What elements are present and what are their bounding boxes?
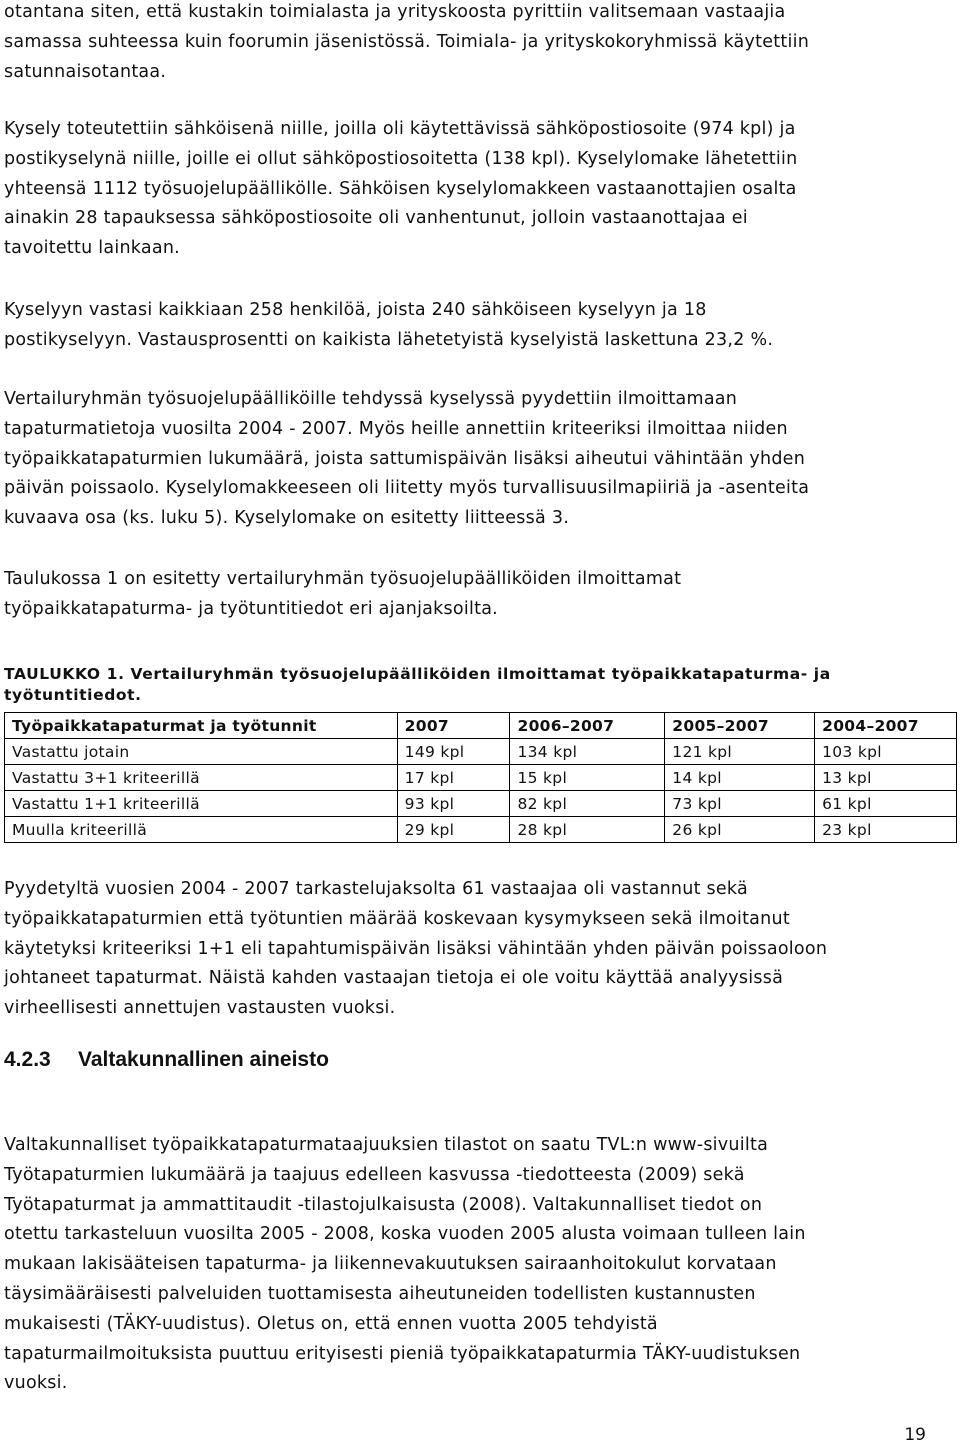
text-line: mukaan lakisääteisen tapaturma- ja liikennevakuutuksen sairaanhoitokulut korvataan bbox=[4, 1254, 777, 1275]
text-line: työpaikkatapaturma- ja työtuntitiedot eri ajanjaksoilta. bbox=[4, 598, 498, 619]
text-line: käytetyksi kriteeriksi 1+1 eli tapahtumispäivän lisäksi vähintään yhden päivän poissaoloon bbox=[4, 938, 828, 959]
table-header-cell: 2007 bbox=[397, 713, 510, 739]
text-line: päivän poissaolo. Kyselylomakkeeseen oli liitetty myös turvallisuusilmapiiriä ja -asenteita bbox=[4, 478, 810, 499]
section-number: 4.2.3 bbox=[4, 1048, 51, 1071]
table-cell: 14 kpl bbox=[665, 765, 815, 791]
text-line: kuvaava osa (ks. luku 5). Kyselylomake on esitetty liitteessä 3. bbox=[4, 508, 570, 529]
table-cell: 17 kpl bbox=[397, 765, 510, 791]
table-row bbox=[5, 739, 957, 765]
text-line: postikyselyyn. Vastausprosentti on kaikista lähetetyistä kyselyistä laskettuna 23,2 %. bbox=[4, 329, 774, 350]
table-header-cell: 2005–2007 bbox=[665, 713, 815, 739]
table-cell: Muulla kriteerillä bbox=[5, 817, 398, 843]
table-cell: 103 kpl bbox=[815, 739, 957, 765]
section-title: Valtakunnallinen aineisto bbox=[78, 1048, 329, 1071]
caption-line: TAULUKKO 1. Vertailuryhmän työsuojelupäälliköiden ilmoittamat työpaikkatapaturma- ja bbox=[4, 665, 831, 683]
paragraph-survey-method bbox=[4, 115, 954, 264]
paragraph-table-intro bbox=[4, 565, 954, 625]
table-cell: 121 kpl bbox=[665, 739, 815, 765]
table-row bbox=[5, 765, 957, 791]
table-row bbox=[5, 791, 957, 817]
text-line: satunnaisotantaa. bbox=[4, 61, 167, 82]
text-line: otantana siten, että kustakin toimialasta ja yrityskoosta pyrittiin valitsemaan vastaajia bbox=[4, 2, 786, 22]
text-line: Pyydetyltä vuosien 2004 - 2007 tarkastelujaksolta 61 vastaajaa oli vastannut sekä bbox=[4, 879, 748, 899]
text-line: työpaikkatapaturmien lukumäärä, joista sattumispäivän lisäksi aiheutui vähintään yhden bbox=[4, 448, 806, 469]
paragraph-response-rate bbox=[4, 296, 954, 356]
table-header-row bbox=[5, 713, 957, 739]
table-cell: 23 kpl bbox=[815, 817, 957, 843]
table-cell: 93 kpl bbox=[397, 791, 510, 817]
paragraph-national-data bbox=[4, 1131, 954, 1399]
table-cell: 28 kpl bbox=[510, 817, 665, 843]
table-cell: 13 kpl bbox=[815, 765, 957, 791]
text-line: työpaikkatapaturmien että työtuntien määrää koskevaan kysymykseen sekä ilmoitanut bbox=[4, 908, 790, 929]
table-header-cell: 2004–2007 bbox=[815, 713, 957, 739]
table-cell: 134 kpl bbox=[510, 739, 665, 765]
text-line: Taulukossa 1 on esitetty vertailuryhmän työsuojelupäälliköiden ilmoittamat bbox=[4, 569, 682, 589]
table-header-cell: 2006–2007 bbox=[510, 713, 665, 739]
text-line: tavoitettu lainkaan. bbox=[4, 238, 180, 259]
text-line: yhteensä 1112 työsuojelupäällikölle. Sähköisen kyselylomakkeen vastaanottajien osalta bbox=[4, 178, 797, 199]
text-line: Työtapaturmat ja ammattitaudit -tilastojulkaisusta (2008). Valtakunnalliset tiedot on bbox=[4, 1194, 763, 1215]
text-line: Kysely toteutettiin sähköisenä niille, joilla oli käytettävissä sähköpostiosoite (974 kpl) ja bbox=[4, 119, 796, 139]
text-line: Kyselyyn vastasi kaikkiaan 258 henkilöä, joista 240 sähköiseen kyselyyn ja 18 bbox=[4, 300, 707, 320]
page-number: 19 bbox=[904, 1425, 926, 1445]
text-line: tapaturmailmoituksista puuttuu erityisesti pieniä työpaikkatapaturmia TÄKY-uudistuksen bbox=[4, 1343, 801, 1364]
table-cell: 61 kpl bbox=[815, 791, 957, 817]
accident-table bbox=[4, 712, 957, 843]
paragraph-sampling bbox=[4, 0, 954, 87]
table-cell: 29 kpl bbox=[397, 817, 510, 843]
text-line: ainakin 28 tapauksessa sähköpostiosoite oli vanhentunut, jolloin vastaanottajaa ei bbox=[4, 208, 748, 229]
text-line: Vertailuryhmän työsuojelupäälliköille tehdyssä kyselyssä pyydettiin ilmoittamaan bbox=[4, 389, 738, 409]
text-line: samassa suhteessa kuin foorumin jäsenistössä. Toimiala- ja yrityskokoryhmissä käytettiin bbox=[4, 31, 810, 52]
text-line: virheellisesti annettujen vastausten vuoksi. bbox=[4, 998, 396, 1019]
table-cell: 73 kpl bbox=[665, 791, 815, 817]
text-line: mukaisesti (TÄKY-uudistus). Oletus on, että ennen vuotta 2005 tehdyistä bbox=[4, 1313, 658, 1334]
table-cell: 15 kpl bbox=[510, 765, 665, 791]
text-line: täysimääräisesti palveluiden tuottamisesta aiheutuneiden todellisten kustannusten bbox=[4, 1283, 756, 1304]
text-line: tapaturmatietoja vuosilta 2004 - 2007. Myös heille annettiin kriteeriksi ilmoittaa niiden bbox=[4, 418, 788, 439]
table-cell: Vastattu jotain bbox=[5, 739, 398, 765]
paragraph-requested-period bbox=[4, 875, 954, 1024]
text-line: vuoksi. bbox=[4, 1373, 68, 1394]
table-cell: Vastattu 1+1 kriteerillä bbox=[5, 791, 398, 817]
text-line: postikyselynä niille, joille ei ollut sähköpostiosoitetta (138 kpl). Kyselylomake lähetettiin bbox=[4, 148, 798, 169]
table-caption bbox=[4, 664, 954, 705]
table-cell: 26 kpl bbox=[665, 817, 815, 843]
table-cell: 149 kpl bbox=[397, 739, 510, 765]
text-line: Valtakunnalliset työpaikkatapaturmataajuuksien tilastot on saatu TVL:n www-sivuilta bbox=[4, 1135, 769, 1155]
section-heading bbox=[4, 1048, 329, 1072]
text-line: otettu tarkasteluun vuosilta 2005 - 2008, koska vuoden 2005 alusta voimaan tulleen lain bbox=[4, 1224, 806, 1245]
table-cell: Vastattu 3+1 kriteerillä bbox=[5, 765, 398, 791]
table-header-cell: Työpaikkatapaturmat ja työtunnit bbox=[5, 713, 398, 739]
text-line: Työtapaturmien lukumäärä ja taajuus edelleen kasvussa -tiedotteesta (2009) sekä bbox=[4, 1164, 745, 1185]
table-cell: 82 kpl bbox=[510, 791, 665, 817]
text-line: johtaneet tapaturmat. Näistä kahden vastaajan tietoja ei ole voitu käyttää analyysissä bbox=[4, 968, 784, 989]
paragraph-comparison-group bbox=[4, 385, 954, 534]
caption-line: työtuntitiedot. bbox=[4, 685, 142, 704]
table-row bbox=[5, 817, 957, 843]
